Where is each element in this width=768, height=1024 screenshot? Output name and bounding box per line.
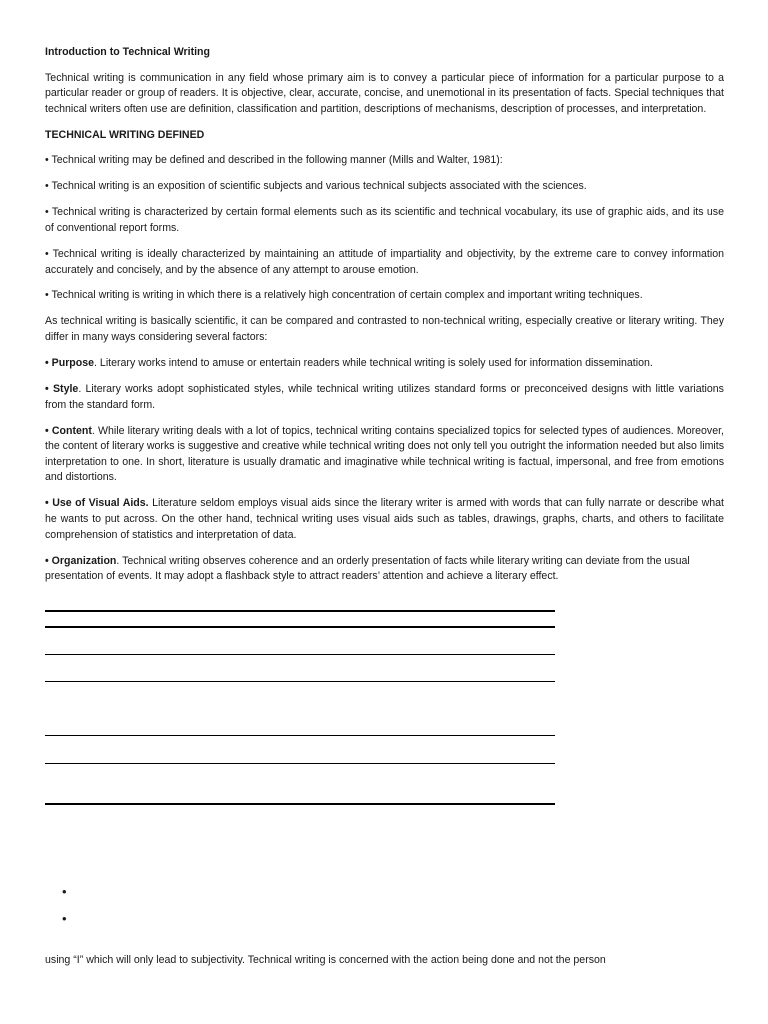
bullet-mark: • [62, 884, 67, 899]
document-body [45, 45, 724, 595]
factor-text: . Literary works intend to amuse or entertain readers while technical writing is solely used for information dissemination. [94, 357, 653, 370]
bottom-text: using “I” which will only lead to subjectivity. Technical writing is concerned with the action being done and not the person [45, 954, 606, 966]
factor-style [45, 382, 724, 413]
factor-text: . While literary writing deals with a lot of topics, technical writing contains specialized topics for selected types of audiences. Moreover, the content of literary works is suggestive and creative while technical writing does not only tell you outright the information needed but also limits interpretation to one. In short, literature is usually dramatic and imaginative while technical writing is factual, impersonal, and free from emotions and distortions. [45, 424, 724, 484]
definition-item: • Technical writing is ideally characterized by maintaining an attitude of impartiality and objectivity, by the extreme care to convey information accurately and concisely, and by the absence of any attempt to arouse emotion. [45, 247, 724, 276]
section-heading: TECHNICAL WRITING DEFINED [45, 128, 205, 141]
factor-term: • Content [45, 424, 92, 437]
factor-purpose [45, 356, 724, 372]
definition-item: • Technical writing is writing in which there is a relatively high concentration of certain complex and important writing techniques. [45, 289, 643, 302]
definition-item: • Technical writing is characterized by certain formal elements such as its scientific and technical vocabulary, its use of graphic aids, and its use of conventional report forms. [45, 206, 724, 234]
horizontal-rule [45, 763, 555, 764]
factor-term: • Organization [45, 554, 117, 567]
horizontal-rule [45, 803, 555, 805]
horizontal-rule [45, 654, 555, 655]
horizontal-rule [45, 610, 555, 612]
document-title: Introduction to Technical Writing [45, 46, 210, 58]
definition-item: • Technical writing is an exposition of scientific subjects and various technical subjects associated with the sciences. [45, 180, 587, 193]
horizontal-rule [45, 735, 555, 736]
factor-term: • Style [45, 383, 79, 396]
factor-organization [45, 554, 724, 585]
factor-content [45, 424, 724, 486]
factor-text: . Technical writing observes coherence and an orderly presentation of facts while literary writing can deviate from the usual presentation of events. It may adopt a flashback style to attract readers’ attention and achieve a literary effect. [45, 554, 690, 583]
factor-text: Literature seldom employs visual aids since the literary writer is armed with words that can fully narrate or describe what he wants to put across. On the other hand, technical writing uses visual aids such as tables, drawings, graphs, charts, and others to facilitate comprehension of statistics and interpretation of data. [45, 497, 724, 541]
factor-term: • Use of Visual Aids. [45, 497, 149, 510]
definition-item: • Technical writing may be defined and described in the following manner (Mills and Walter, 1981): [45, 154, 503, 167]
factor-text: . Literary works adopt sophisticated styles, while technical writing utilizes standard forms or preconceived designs with little variations from the standard form. [45, 383, 724, 411]
bullet-list [62, 884, 67, 938]
bullet-mark: • [62, 911, 67, 926]
factor-visual-aids [45, 496, 724, 543]
comparison-intro: As technical writing is basically scientific, it can be compared and contrasted to non-technical writing, especially creative or literary writing. They differ in many ways considering several factors: [45, 315, 724, 344]
intro-paragraph: Technical writing is communication in any field whose primary aim is to convey a particular piece of information for a particular purpose to a particular reader or group of readers. It is objective, clear, accurate, concise, and unemotional in its presentation of facts. Special techniques that technical writers often use are definition, classification and partition, descriptions of mechanisms, description of processes, and interpretation. [45, 71, 724, 115]
factor-term: • Purpose [45, 357, 95, 370]
horizontal-rule [45, 681, 555, 682]
horizontal-rule [45, 626, 555, 628]
